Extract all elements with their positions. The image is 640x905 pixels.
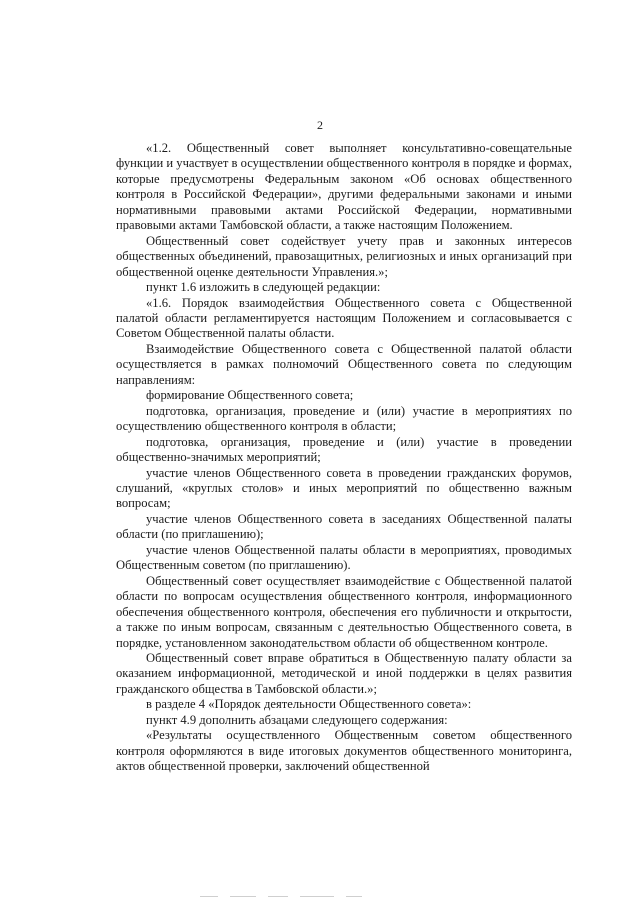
scan-artifact-marks [200,896,400,899]
list-item-chamber-sessions: участие членов Общественного совета в заседаниях Общественной палаты области (по приглашению); [116,511,572,542]
list-item-council-events: участие членов Общественной палаты области в мероприятиях, проводимых Общественным советом (по приглашению). [116,542,572,573]
paragraph-1-6: «1.6. Порядок взаимодействия Общественного совета с Общественной палатой области регламентируется настоящим Положением и согласовывается с Советом Общественной палаты области. [116,295,572,341]
list-item-control-events: подготовка, организация, проведение и (или) участие в мероприятиях по осуществлению общественного контроля в области; [116,403,572,434]
paragraph-item-1-6-intro: пункт 1.6 изложить в следующей редакции: [146,280,381,295]
list-item-public-events: подготовка, организация, проведение и (или) участие в проведении общественно-значимых мероприятий; [116,434,572,465]
paragraph-results: «Результаты осуществленного Общественным советом общественного контроля оформляются в виде итоговых документов общественного мониторинга, актов общественной проверки, заключений общественной [116,728,572,774]
paragraph-1-2: «1.2. Общественный совет выполняет консультативно-совещательные функции и участвует в осуществлении общественного контроля в порядке и формах, которые предусмотрены Федеральным законом «Об основах общественного контроля в Российской Федерации», другими федеральными законами и иными нормативными правовыми актами Российской Федерации, нормативными правовыми актами Тамбовской области, а также настоящим Положением. [116,141,572,233]
paragraph-item-4-9: пункт 4.9 дополнить абзацами следующего содержания: [146,712,448,727]
paragraph-support-request: Общественный совет вправе обратиться в Общественную палату области за оказанием информационной, методической и иной поддержки в целях развития гражданского общества в Тамбовской области.»; [116,650,572,696]
paragraph-section-4: в разделе 4 «Порядок деятельности Общественного совета»: [146,697,472,712]
paragraph-council-assists: Общественный совет содействует учету прав и законных интересов общественных объединений, правозащитных, религиозных и иных организаций при общественной оценке деятельности Управления.»; [116,233,572,279]
paragraph-interaction-directions: Взаимодействие Общественного совета с Общественной палатой области осуществляется в рамках полномочий Общественного совета по следующим направлениям: [116,341,572,387]
page-number: 2 [317,118,323,132]
list-item-formation: формирование Общественного совета; [146,388,354,403]
list-item-civil-forums: участие членов Общественного совета в проведении гражданских форумов, слушаний, «круглых столов» и иных мероприятий по общественно важным вопросам; [116,465,572,511]
paragraph-interaction-questions: Общественный совет осуществляет взаимодействие с Общественной палатой области по вопросам осуществления общественного контроля, информационного обеспечения общественного контроля, обеспечения его публичности и открытости, а также по иным вопросам, связанным с деятельностью Общественного совета, в порядке, установленном законодательством области об общественном контроле. [116,573,572,650]
document-body [116,141,572,775]
